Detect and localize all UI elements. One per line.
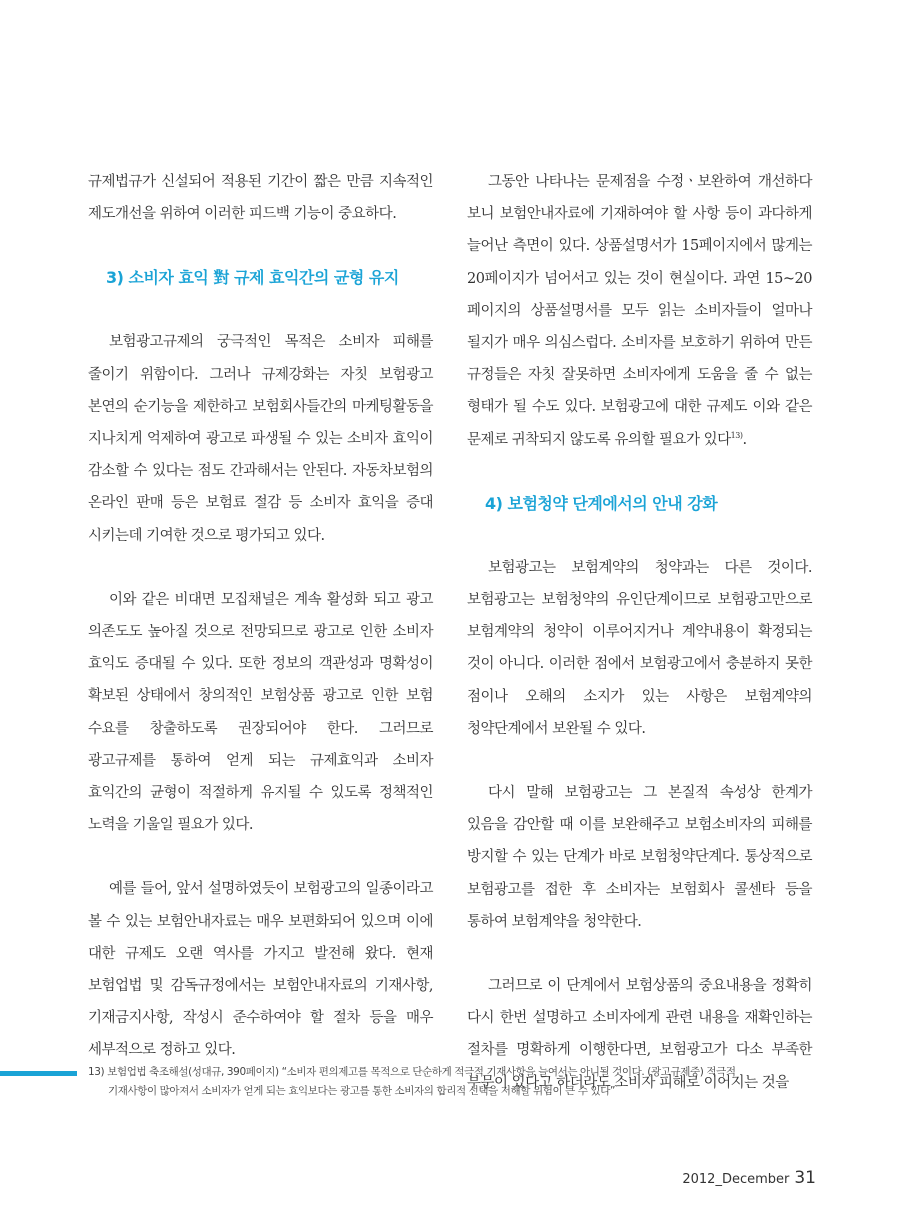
page-number: 31 [794, 1168, 816, 1188]
paragraph: 그러므로 이 단계에서 보험상품의 중요내용을 정확히 다시 한번 설명하고 소비자에게 관련 내용을 재확인하는 절차를 명확하게 이행한다면, 보험광고가 다소 부족한 부문이 있다고 하더라도 소비자 피해로 이어지는 것을 [467, 978, 812, 1091]
footnote-line-1: 보험업법 축조해설(성대규, 390페이지) “소비자 편의제고를 목적으로 단순하게 적극적 기재사항을 늘여서는 아니될 것이다. (광고규제중) 적극적 [107, 1066, 736, 1078]
page-footer [682, 1168, 816, 1188]
paragraph [467, 166, 812, 456]
section-heading: 4) 보험청약 단계에서의 안내 강화 [485, 493, 718, 513]
footnote-reference[interactable]: 13) [730, 430, 743, 440]
paragraph-text: 그동안 나타나는 문제점을 수정ㆍ보완하여 개선하다 보니 보험안내자료에 기재하여야 할 사항 등이 과다하게 늘어난 측면이 있다. 상품설명서가 15페이지에서 많게는 20페이지가 넘어서고 있는 것이 현실이다. 과연 15~20 페이지의 상품설명서를 모두 읽는 소비자들이 얼마나 될지가 매우 의심스럽다. 소비자를 보호하기 위하여 만든 규정들은 자칫 잘못하면 소비자에게 도움을 줄 수 없는 형태가 될 수도 있다. 보험광고에 대한 규제도 이와 같은 문제로 귀착되지 않도록 유의할 필요가 있다 [467, 174, 812, 448]
left-column [88, 166, 433, 1067]
footnote-accent-bar [0, 1071, 77, 1076]
paragraph: 보험광고는 보험계약의 청약과는 다른 것이다. 보험광고는 보험청약의 유인단계이므로 보험광고만으로 보험계약의 청약이 이루어지거나 계약내용이 확정되는 것이 아니다. 이러한 점에서 보험광고에서 충분하지 못한 점이나 오해의 소지가 있는 사항은 보험계약의 청약단계에서 보완될 수 있다. [467, 559, 812, 737]
paragraph: 다시 말해 보험광고는 그 본질적 속성상 한계가 있음을 감안할 때 이를 보완해주고 보험소비자의 피해를 방지할 수 있는 단계가 바로 보험청약단계다. 통상적으로 보험광고를 접한 후 소비자는 보험회사 콜센타 등을 통하여 보험계약을 청약한다. [467, 785, 812, 930]
paragraph: 예를 들어, 앞서 설명하였듯이 보험광고의 일종이라고 볼 수 있는 보험안내자료는 매우 보편화되어 있으며 이에 대한 규제도 오랜 역사를 가지고 발전해 왔다. 현재 보험업법 및 감독규정에서는 보험안내자료의 기재사항, 기재금지사항, 작성시 준수하여야 할 절차 등을 매우 세부적으로 정하고 있다. [88, 881, 433, 1059]
paragraph: 보험광고규제의 궁극적인 목적은 소비자 피해를 줄이기 위함이다. 그러나 규제강화는 자칫 보험광고 본연의 순기능을 제한하고 보험회사들간의 마케팅활동을 지나치게 억제하여 광고로 파생될 수 있는 소비자 효익이 감소할 수 있다는 점도 간과해서는 안된다. 자동차보험의 온라인 판매 등은 보험료 절감 등 소비자 효익을 증대 시키는데 기여한 것으로 평가되고 있다. [88, 334, 433, 544]
footnote-line-2: 기재사항이 많아져서 소비자가 얻게 되는 효익보다는 광고를 통한 소비자의 합리적 선택을 저해할 위험이 큰 수 있다” [108, 1085, 616, 1097]
section-heading: 3) 소비자 효익 對 규제 효익간의 균형 유지 [106, 268, 399, 288]
issue-label: 2012_December [682, 1172, 790, 1187]
paragraph: 규제법규가 신설되어 적용된 기간이 짧은 만큼 지속적인 제도개선을 위하여 이러한 피드백 기능이 중요하다. [88, 174, 433, 223]
right-column [467, 166, 812, 1099]
paragraph-end: . [742, 431, 747, 448]
footnote [88, 1063, 816, 1101]
paragraph: 이와 같은 비대면 모집채널은 계속 활성화 되고 광고 의존도도 높아질 것으로 전망되므로 광고로 인한 소비자 효익도 증대될 수 있다. 또한 정보의 객관성과 명확성이 확보된 상태에서 창의적인 보험상품 광고로 인한 보험 수요를 창출하도록 권장되어야 한다. 그러므로 광고규제를 통하여 얻게 되는 규제효익과 소비자 효익간의 균형이 적절하게 유지될 수 있도록 정책적인 노력을 기울일 필요가 있다. [88, 591, 433, 834]
footnote-number: 13) [88, 1066, 105, 1078]
